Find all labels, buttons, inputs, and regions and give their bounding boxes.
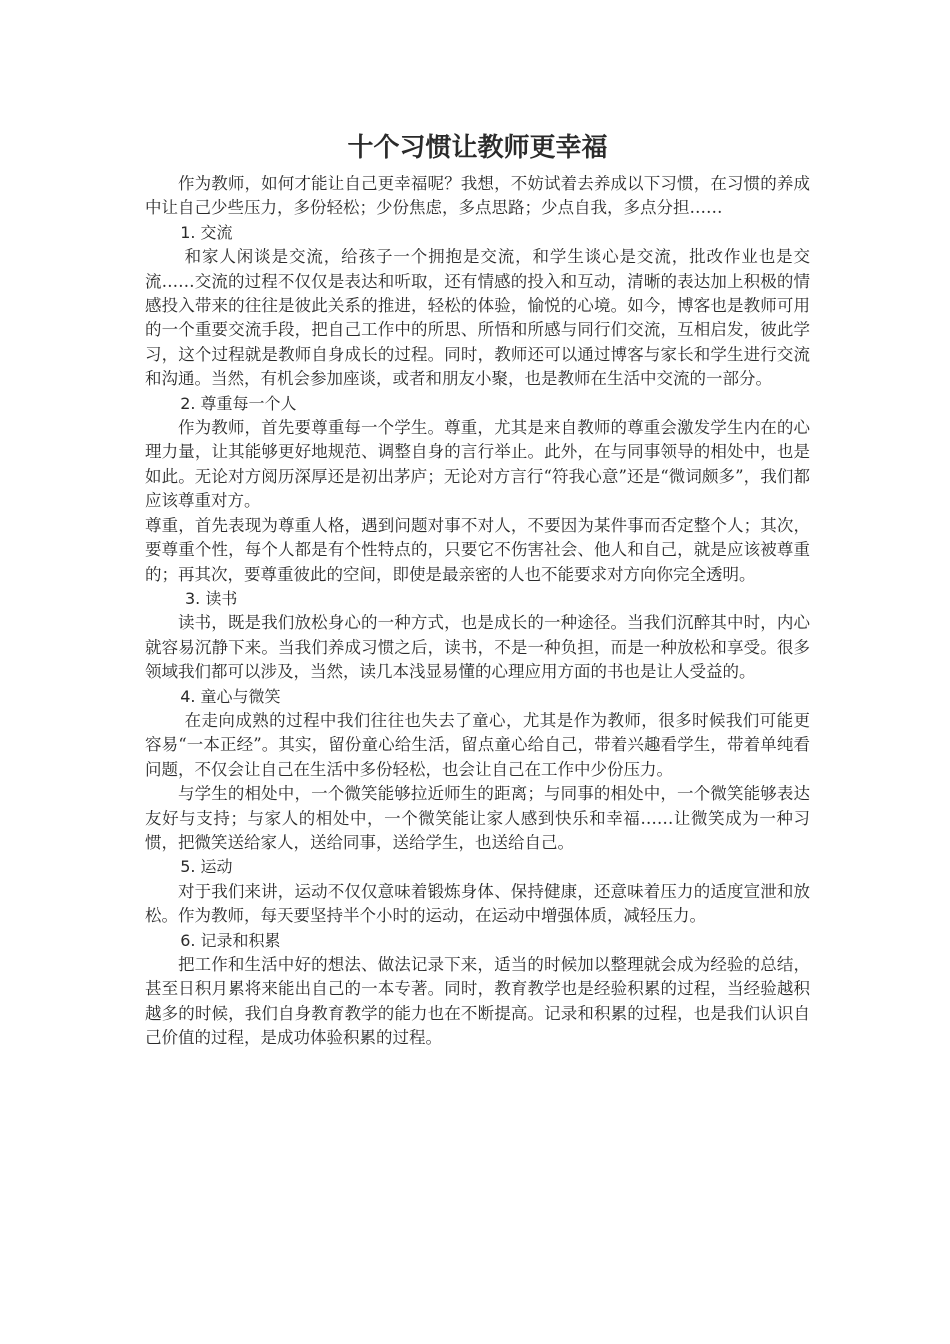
section-paragraph: 对于我们来讲，运动不仅仅意味着锻炼身体、保持健康，还意味着压力的适度宣泄和放松。作为教师，每天要坚持半个小时的运动，在运动中增强体质，减轻压力。 <box>145 881 810 926</box>
section-paragraph: 尊重，首先表现为尊重人格，遇到问题对事不对人，不要因为某件事而否定整个人；其次，要尊重个性，每个人都是有个性特点的，只要它不伤害社会、他人和自己，就是应该被尊重的；再其次，要尊重彼此的空间，即使是最亲密的人也不能要求对方向你完全透明。 <box>145 515 810 584</box>
document-title: 十个习惯让教师更幸福 <box>347 133 608 163</box>
section-paragraph: 读书，既是我们放松身心的一种方式，也是成长的一种途径。当我们沉醉其中时，内心就容易沉静下来。当我们养成习惯之后，读书，不是一种负担，而是一种放松和享受。很多领域我们都可以涉及，当然，读几本浅显易懂的心理应用方面的书也是让人受益的。 <box>145 613 810 682</box>
section-paragraph: 和家人闲谈是交流，给孩子一个拥抱是交流，和学生谈心是交流，批改作业也是交流……交流的过程不仅仅是表达和听取，还有情感的投入和互动，清晰的表达加上积极的情感投入带来的往往是彼此关系的推进，轻松的体验，愉悦的心境。如今，博客也是教师可用的一个重要交流手段，把自己工作中的所思、所悟和所感与同行们交流，互相启发，彼此学习，这个过程就是教师自身成长的过程。同时，教师还可以通过博客与家长和学生进行交流和沟通。当然，有机会参加座谈，或者和朋友小聚，也是教师在生活中交流的一部分。 <box>145 247 810 389</box>
section-heading-communication: 1. 交流 <box>180 222 233 242</box>
section-heading-respect: 2. 尊重每一个人 <box>180 393 297 413</box>
section-heading-record-and-accumulate: 6. 记录和积累 <box>180 930 281 950</box>
section-paragraph: 与学生的相处中，一个微笑能够拉近师生的距离；与同事的相处中，一个微笑能够表达友好与支持；与家人的相处中，一个微笑能让家人感到快乐和幸福……让微笑成为一种习惯，把微笑送给家人，送给同事，送给学生，也送给自己。 <box>145 784 810 852</box>
document-body <box>145 128 810 1051</box>
section-heading-exercise: 5. 运动 <box>180 857 233 877</box>
section-heading-reading: 3. 读书 <box>185 588 238 608</box>
section-paragraph: 把工作和生活中好的想法、做法记录下来，适当的时候加以整理就会成为经验的总结，甚至日积月累将来能出自己的一本专著。同时，教育教学也是经验积累的过程，当经验越积越多的时候，我们自身教育教学的能力也在不断提高。记录和积累的过程，也是我们认识自己价值的过程，是成功体验积累的过程。 <box>145 955 810 1048</box>
section-heading-childlike-heart-and-smile: 4. 童心与微笑 <box>180 686 281 706</box>
intro-paragraph: 作为教师，如何才能让自己更幸福呢？我想，不妨试着去养成以下习惯，在习惯的养成中让自己少些压力，多份轻松；少份焦虑，多点思路；少点自我，多点分担…… <box>145 174 810 218</box>
section-paragraph: 作为教师，首先要尊重每一个学生。尊重，尤其是来自教师的尊重会激发学生内在的心理力量，让其能够更好地规范、调整自身的言行举止。此外，在与同事领导的相处中，也是如此。无论对方阅历深厚还是初出茅庐；无论对方言行“符我心意”还是“微词颇多”，我们都应该尊重对方。 <box>145 418 810 511</box>
section-paragraph: 在走向成熟的过程中我们往往也失去了童心，尤其是作为教师，很多时候我们可能更容易“一本正经”。其实，留份童心给生活，留点童心给自己，带着兴趣看学生，带着单纯看问题，不仅会让自己在生活中多份轻松，也会让自己在工作中少份压力。 <box>145 710 810 779</box>
